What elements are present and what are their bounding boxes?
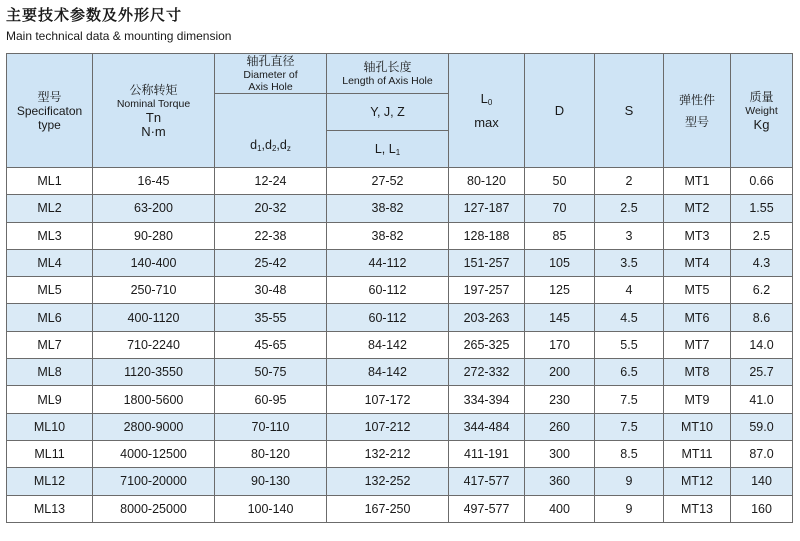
table-row: [7, 277, 793, 304]
cell-s: 8.5: [595, 440, 664, 467]
cell-model: ML2: [7, 195, 93, 222]
cell-elastic: MT12: [664, 468, 731, 495]
cell-length: 132-212: [327, 440, 449, 467]
cell-s: 6.5: [595, 359, 664, 386]
cell-weight: 25.7: [731, 359, 793, 386]
cell-model: ML1: [7, 168, 93, 195]
cell-weight: 6.2: [731, 277, 793, 304]
cell-s: 3: [595, 222, 664, 249]
header-bore-symbols: $d_1,d_2,d_z$: [215, 94, 327, 168]
cell-d: 105: [525, 249, 595, 276]
cell-elastic: MT3: [664, 222, 731, 249]
cell-s: 7.5: [595, 413, 664, 440]
cell-torque: 8000-25000: [93, 495, 215, 522]
cell-model: ML4: [7, 249, 93, 276]
cell-elastic: MT11: [664, 440, 731, 467]
cell-l0: 344-484: [449, 413, 525, 440]
cell-length: 60-112: [327, 277, 449, 304]
cell-torque: 2800-9000: [93, 413, 215, 440]
table-row: [7, 440, 793, 467]
table-row: [7, 304, 793, 331]
cell-d: 400: [525, 495, 595, 522]
cell-elastic: MT7: [664, 331, 731, 358]
table-row: [7, 168, 793, 195]
cell-length: 44-112: [327, 249, 449, 276]
cell-elastic: MT13: [664, 495, 731, 522]
cell-torque: 250-710: [93, 277, 215, 304]
cell-length: 60-112: [327, 304, 449, 331]
cell-weight: 0.66: [731, 168, 793, 195]
cell-bore: 90-130: [215, 468, 327, 495]
header-torque: 公称转矩 Nominal Torque Tn N·m: [93, 54, 215, 168]
cell-length: 38-82: [327, 222, 449, 249]
cell-s: 2.5: [595, 195, 664, 222]
cell-model: ML9: [7, 386, 93, 413]
cell-torque: 90-280: [93, 222, 215, 249]
cell-torque: 1800-5600: [93, 386, 215, 413]
header-bore: 轴孔直径 Diameter of Axis Hole: [215, 54, 327, 94]
cell-torque: 7100-20000: [93, 468, 215, 495]
cell-weight: 160: [731, 495, 793, 522]
cell-d: 85: [525, 222, 595, 249]
cell-bore: 45-65: [215, 331, 327, 358]
table-row: [7, 222, 793, 249]
cell-elastic: MT10: [664, 413, 731, 440]
cell-bore: 50-75: [215, 359, 327, 386]
cell-weight: 2.5: [731, 222, 793, 249]
cell-torque: 4000-12500: [93, 440, 215, 467]
cell-model: ML10: [7, 413, 93, 440]
cell-l0: 497-577: [449, 495, 525, 522]
table-row: [7, 468, 793, 495]
cell-s: 4.5: [595, 304, 664, 331]
cell-l0: 128-188: [449, 222, 525, 249]
cell-bore: 20-32: [215, 195, 327, 222]
page-subtitle: Main technical data & mounting dimension: [6, 29, 232, 43]
cell-elastic: MT6: [664, 304, 731, 331]
cell-elastic: MT9: [664, 386, 731, 413]
cell-l0: 151-257: [449, 249, 525, 276]
cell-model: ML3: [7, 222, 93, 249]
header-length: 轴孔长度 Length of Axis Hole: [327, 54, 449, 94]
cell-s: 2: [595, 168, 664, 195]
cell-torque: 400-1120: [93, 304, 215, 331]
cell-l0: 272-332: [449, 359, 525, 386]
cell-d: 230: [525, 386, 595, 413]
cell-weight: 8.6: [731, 304, 793, 331]
cell-l0: 411-191: [449, 440, 525, 467]
cell-length: 27-52: [327, 168, 449, 195]
cell-d: 260: [525, 413, 595, 440]
cell-bore: 100-140: [215, 495, 327, 522]
cell-d: 145: [525, 304, 595, 331]
cell-model: ML12: [7, 468, 93, 495]
cell-length: 107-212: [327, 413, 449, 440]
table-row: [7, 495, 793, 522]
cell-bore: 80-120: [215, 440, 327, 467]
cell-s: 9: [595, 495, 664, 522]
cell-bore: 60-95: [215, 386, 327, 413]
cell-s: 3.5: [595, 249, 664, 276]
cell-elastic: MT1: [664, 168, 731, 195]
table-row: [7, 413, 793, 440]
page-title: 主要技术参数及外形尺寸: [6, 6, 183, 24]
cell-l0: 334-394: [449, 386, 525, 413]
header-length-symbols: [327, 94, 449, 168]
cell-length: 84-142: [327, 331, 449, 358]
cell-weight: 59.0: [731, 413, 793, 440]
cell-torque: 1120-3550: [93, 359, 215, 386]
header-l0: $L_0$ max: [449, 54, 525, 168]
cell-l0: 197-257: [449, 277, 525, 304]
cell-torque: 16-45: [93, 168, 215, 195]
cell-bore: 35-55: [215, 304, 327, 331]
cell-length: 107-172: [327, 386, 449, 413]
cell-weight: 1.55: [731, 195, 793, 222]
cell-bore: 70-110: [215, 413, 327, 440]
cell-l0: 265-325: [449, 331, 525, 358]
cell-bore: 22-38: [215, 222, 327, 249]
cell-length: 167-250: [327, 495, 449, 522]
cell-bore: 12-24: [215, 168, 327, 195]
table-row: [7, 249, 793, 276]
header-model: 型号 Specificaton type: [7, 54, 93, 168]
cell-bore: 30-48: [215, 277, 327, 304]
length-symbols: L, $L_1$: [374, 142, 401, 157]
cell-model: ML6: [7, 304, 93, 331]
header-weight: 质量 Weight Kg: [731, 54, 793, 168]
cell-length: 84-142: [327, 359, 449, 386]
cell-l0: 203-263: [449, 304, 525, 331]
cell-torque: 710-2240: [93, 331, 215, 358]
cell-l0: 417-577: [449, 468, 525, 495]
cell-s: 4: [595, 277, 664, 304]
cell-model: ML5: [7, 277, 93, 304]
cell-d: 170: [525, 331, 595, 358]
cell-weight: 140: [731, 468, 793, 495]
table-row: [7, 386, 793, 413]
cell-d: 300: [525, 440, 595, 467]
cell-weight: 4.3: [731, 249, 793, 276]
cell-elastic: MT2: [664, 195, 731, 222]
cell-model: ML13: [7, 495, 93, 522]
cell-length: 38-82: [327, 195, 449, 222]
header-elastic: 弹性件 型号: [664, 54, 731, 168]
cell-l0: 80-120: [449, 168, 525, 195]
table-row: [7, 331, 793, 358]
cell-weight: 14.0: [731, 331, 793, 358]
cell-torque: 140-400: [93, 249, 215, 276]
cell-d: 360: [525, 468, 595, 495]
table-row: [7, 359, 793, 386]
cell-elastic: MT4: [664, 249, 731, 276]
cell-length: 132-252: [327, 468, 449, 495]
cell-model: ML11: [7, 440, 93, 467]
cell-weight: 87.0: [731, 440, 793, 467]
table-body: [7, 168, 793, 523]
header-d: D: [525, 54, 595, 168]
cell-elastic: MT8: [664, 359, 731, 386]
cell-torque: 63-200: [93, 195, 215, 222]
cell-s: 5.5: [595, 331, 664, 358]
length-types: Y, J, Z: [326, 94, 449, 131]
cell-elastic: MT5: [664, 277, 731, 304]
l0-symbol: $L_0$: [480, 90, 493, 107]
cell-s: 9: [595, 468, 664, 495]
header-s: S: [595, 54, 664, 168]
cell-d: 125: [525, 277, 595, 304]
cell-d: 70: [525, 195, 595, 222]
cell-l0: 127-187: [449, 195, 525, 222]
cell-d: 50: [525, 168, 595, 195]
cell-model: ML7: [7, 331, 93, 358]
cell-d: 200: [525, 359, 595, 386]
table-row: [7, 195, 793, 222]
cell-s: 7.5: [595, 386, 664, 413]
cell-model: ML8: [7, 359, 93, 386]
cell-weight: 41.0: [731, 386, 793, 413]
specification-table: [6, 53, 793, 523]
cell-bore: 25-42: [215, 249, 327, 276]
